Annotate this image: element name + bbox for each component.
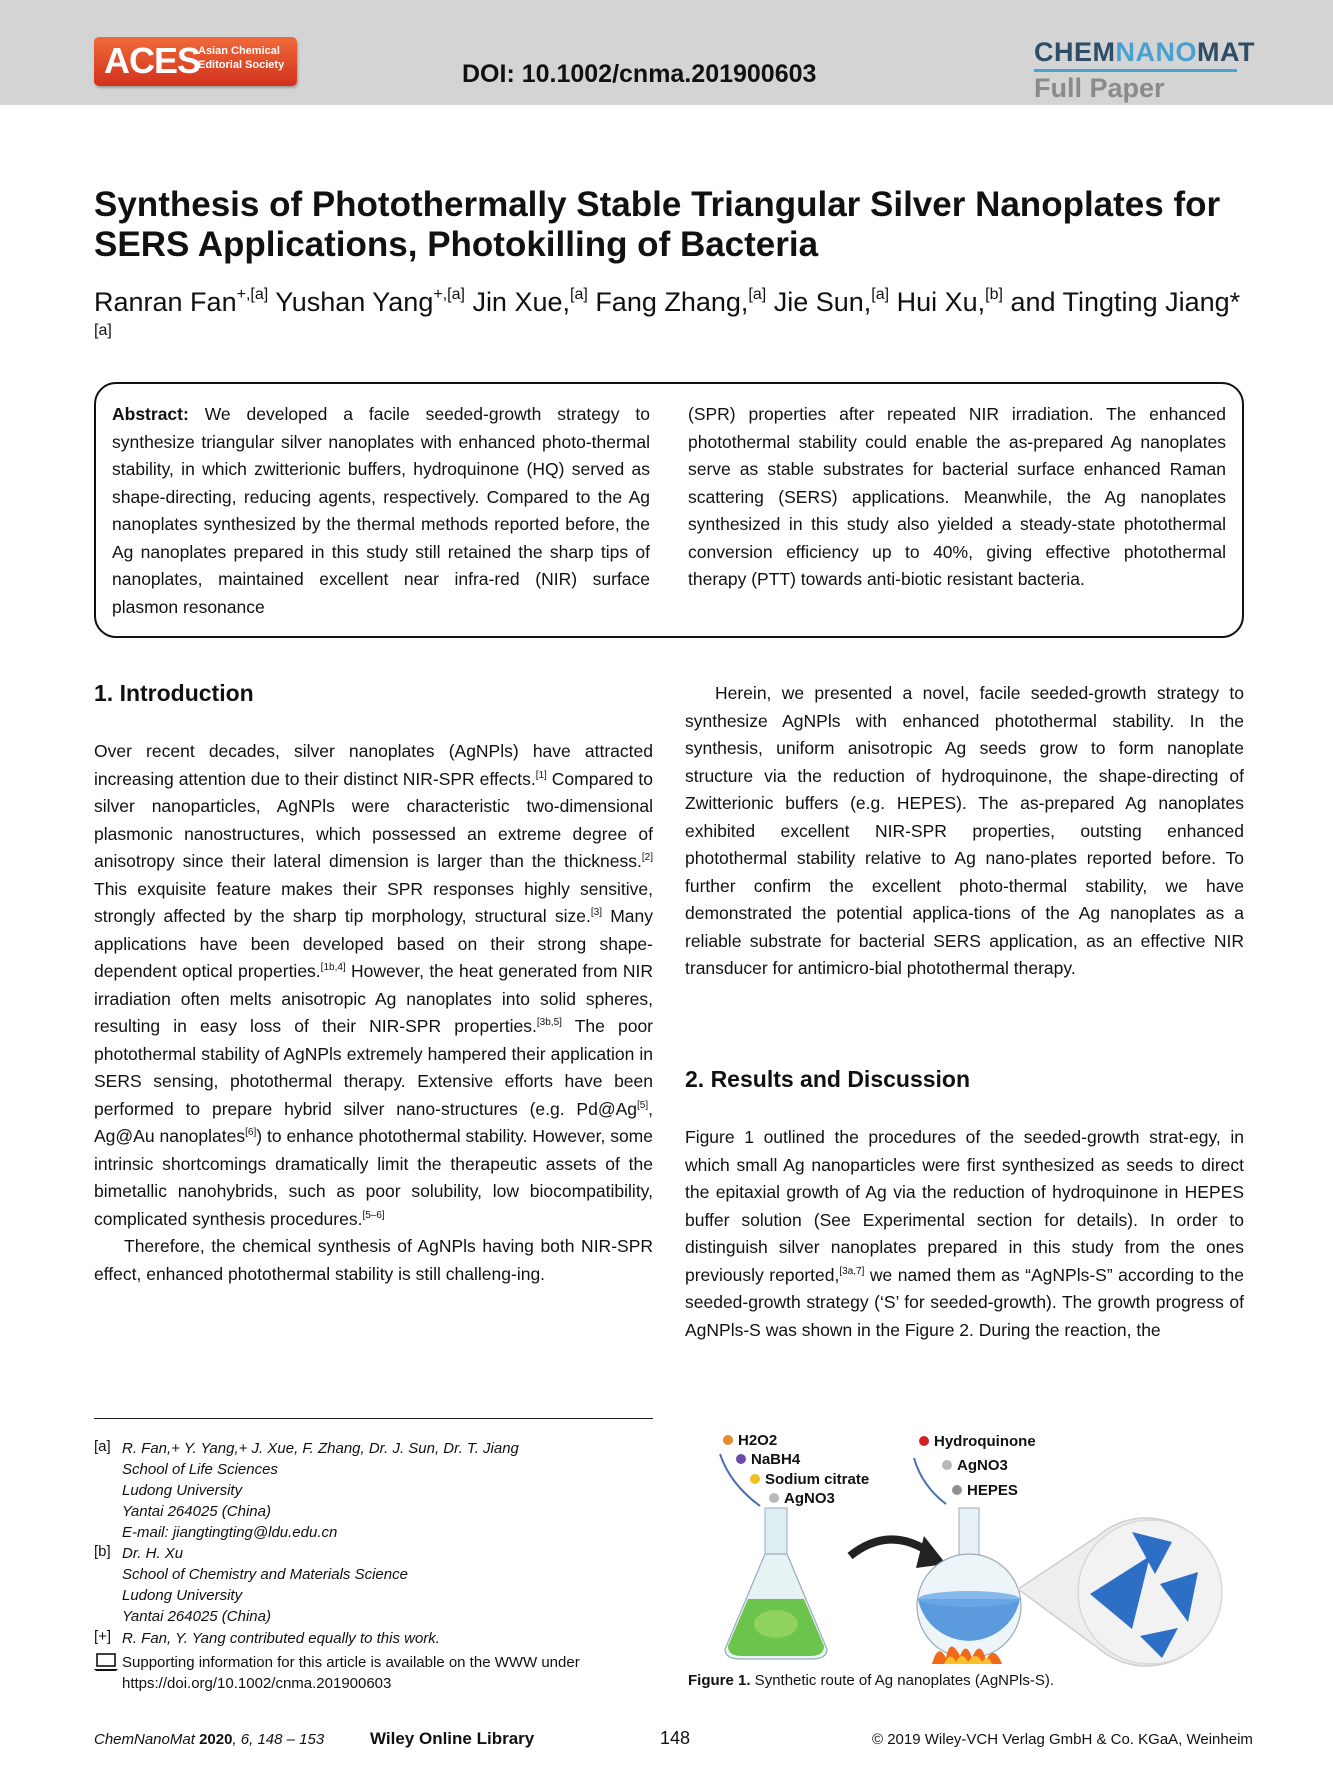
supporting-info-url[interactable]: https://doi.org/10.1002/cnma.201900603: [122, 1675, 392, 1692]
author-name: Hui Xu,: [896, 287, 986, 317]
hepes-label: HEPES: [967, 1482, 1018, 1499]
intro-paragraph-2: Therefore, the chemical synthesis of AgNPls having both NIR-SPR effect, enhanced photothermal stability is still challeng-ing.: [94, 1236, 653, 1284]
intro-left-column: [94, 738, 653, 1288]
agno3-dot-right: [942, 1460, 952, 1470]
footnote-tag: [b]: [94, 1543, 111, 1560]
footnote-line: School of Chemistry and Materials Science: [122, 1566, 408, 1583]
supporting-info-text: Supporting information for this article is available on the WWW under: [122, 1654, 580, 1671]
footer-citation: [94, 1731, 324, 1748]
h2o2-label: H2O2: [738, 1432, 778, 1449]
footnote-tag: [a]: [94, 1438, 111, 1455]
hepes-dot: [952, 1485, 962, 1495]
journal-part2: NANO: [1115, 37, 1197, 67]
text-run: we named them as “AgNPls-S” according to the seeded-growth strategy (‘S’ for seeded-growth). The growth progress of AgNPls-S was shown in the Figure 2. During the reaction, the: [685, 1264, 1244, 1340]
supporting-info: [94, 1652, 654, 1694]
author-affil: [a]: [748, 286, 767, 303]
citation-ref[interactable]: [3]: [590, 907, 602, 918]
footer-journal: ChemNanoMat: [94, 1731, 195, 1748]
results-paragraph: [685, 1124, 1244, 1344]
figure-1-scheme: [700, 1424, 1240, 1684]
figure-caption: [688, 1672, 1054, 1689]
hydroquinone-dot: [919, 1436, 929, 1446]
right-add-arrow: [914, 1458, 946, 1504]
citation-ref[interactable]: [3b,5]: [536, 1017, 562, 1028]
abstract-left-column: [112, 401, 650, 621]
email-link[interactable]: E-mail: jiangtingting@ldu.edu.cn: [122, 1524, 338, 1541]
intro-paragraph-1: [94, 738, 653, 1233]
footnote-plus: [94, 1628, 654, 1649]
author-affil: [a]: [570, 286, 588, 303]
author-name: Yushan Yang: [275, 287, 434, 317]
citation-ref[interactable]: [5]: [637, 1099, 649, 1111]
author-affil: +,[a]: [236, 286, 269, 303]
text-run: Compared to silver nanoparticles, AgNPls were characteristic two-dimensional plasmonic nanostructures, which possessed an extreme degree of anisotropy since their lateral dimension is larger than the thickness.: [94, 768, 653, 871]
copyright-notice: © 2019 Wiley-VCH Verlag GmbH & Co. KGaA, Weinheim: [872, 1731, 1253, 1748]
journal-underline: [1034, 69, 1237, 72]
results-heading: 2. Results and Discussion: [685, 1066, 971, 1092]
text-run: ) to enhance photothermal stability. However, some intrinsic shortcomings dramatically limit the therapeutic assets of the bimetallic nanohybrids, such as poor solubility, low biocompatibility, complicated synthesis procedures.: [94, 1126, 653, 1229]
footnote-line: Yantai 264025 (China): [122, 1503, 271, 1520]
paper-type: Full Paper: [1034, 73, 1165, 103]
footer-volume-pages: , 6, 148 – 153: [232, 1731, 325, 1748]
footnote-b-body: [122, 1543, 408, 1627]
citation-ref[interactable]: [2]: [641, 852, 653, 863]
aces-logo: [94, 37, 297, 86]
doi-link[interactable]: DOI: 10.1002/cnma.201900603: [462, 60, 817, 88]
green-flask: [725, 1508, 827, 1659]
author-affil: [a]: [871, 286, 890, 303]
footnote-line: R. Fan, Y. Yang contributed equally to this work.: [122, 1630, 440, 1647]
citrate-dot: [750, 1474, 760, 1484]
journal-part3: MAT: [1197, 37, 1255, 67]
footnote-b: [94, 1543, 654, 1627]
author-affil: +,[a]: [433, 286, 465, 303]
citation-ref[interactable]: [5–6]: [362, 1209, 385, 1221]
footnote-line: Ludong University: [122, 1482, 243, 1499]
supporting-info-body: [122, 1652, 654, 1694]
nabh4-dot: [736, 1454, 746, 1464]
footnote-line: School of Life Sciences: [122, 1461, 278, 1478]
author-name: Ranran Fan: [94, 287, 237, 317]
footnote-tag: [+]: [94, 1628, 112, 1645]
footnotes: [94, 1438, 654, 1694]
author-list: [94, 284, 1254, 356]
text-run: Many applications have been developed based on their strong shape-dependent optical properties.: [94, 906, 653, 981]
intro-paragraph-3: Herein, we presented a novel, facile seeded-growth strategy to synthesize AgNPls with enhanced photothermal stability. In the synthesis, uniform anisotropic Ag seeds grow to form nanoplate structure via the reduction of hydroquinone, the shape-directing of Zwitterionic buffers (e.g. HEPES). The as-prepared Ag nanoplates exhibited excellent NIR-SPR properties, outsting enhanced photothermal stability relative to Ag nano-plates reported before. To further confirm the excellent photo-thermal stability, we have demonstrated the potential applica-tions of the Ag nanoplates as a reliable substrate for bacterial SERS application, as an effective NIR transducer for antimicro-bial photothermal therapy.: [685, 683, 1244, 978]
author-affil: [b]: [985, 286, 1003, 303]
agno3-dot: [769, 1493, 779, 1503]
author-name: and Tingting Jiang*: [1010, 287, 1241, 317]
footnote-rule: [94, 1418, 653, 1419]
hydroquinone-label: Hydroquinone: [934, 1433, 1036, 1450]
author-affil: [a]: [94, 322, 112, 339]
article-title: Synthesis of Photothermally Stable Triangular Silver Nanoplates for SERS Applications, Photokilling of Bacteria: [94, 185, 1221, 264]
text-run: , Ag@Au nanoplates: [94, 1098, 653, 1146]
abstract-right-column: (SPR) properties after repeated NIR irradiation. The enhanced photothermal stability could enable the as-prepared Ag nanoplates serve as stable substrates for bacterial surface enhanced Raman scattering (SERS) applications. Meanwhile, the Ag nanoplates synthesized in this study also yielded a steady-state photothermal conversion efficiency up to 40%, giving effective photothermal therapy (PTT) towards anti-biotic resistant bacteria.: [688, 404, 1226, 589]
author-name: Jie Sun,: [773, 287, 872, 317]
figure-caption-text: Synthetic route of Ag nanoplates (AgNPls-S).: [750, 1672, 1055, 1689]
citation-ref[interactable]: [1]: [535, 769, 547, 781]
footnote-a: [94, 1438, 654, 1543]
author-name: Jin Xue,: [472, 287, 570, 317]
agno3-label: AgNO3: [784, 1490, 835, 1507]
abstract-label: Abstract:: [112, 404, 189, 424]
logo-main-text: ACES: [104, 40, 201, 81]
citation-ref[interactable]: [3a,7]: [839, 1265, 865, 1277]
right-reagent-labels: [914, 1433, 1036, 1504]
footnote-line: Yantai 264025 (China): [122, 1608, 271, 1625]
agno3-label-right: AgNO3: [957, 1457, 1008, 1474]
intro-heading: 1. Introduction: [94, 680, 254, 706]
wiley-online-library-link[interactable]: Wiley Online Library: [370, 1729, 535, 1748]
left-reagent-labels: [720, 1432, 869, 1507]
citation-ref[interactable]: [6]: [245, 1127, 257, 1138]
page-number: 148: [660, 1728, 691, 1748]
figure-caption-label: Figure 1.: [688, 1672, 751, 1689]
footnote-line: Dr. H. Xu: [122, 1545, 184, 1562]
text-run: However, the heat generated from NIR irradiation often melts anisotropic Ag nanoplates into solid spheres, resulting in easy loss of their NIR-SPR properties.: [94, 961, 654, 1036]
footnote-line: R. Fan,+ Y. Yang,+ J. Xue, F. Zhang, Dr. J. Sun, Dr. T. Jiang: [122, 1440, 519, 1457]
journal-part1: CHEM: [1034, 37, 1116, 67]
citrate-label: Sodium citrate: [765, 1471, 870, 1488]
abstract-text-left: We developed a facile seeded-growth strategy to synthesize triangular silver nanoplates with enhanced photo-thermal stability, in which zwitterionic buffers, hydroquinone (HQ) served as shape-directing, reducing agents, respectively. Compared to the Ag nanoplates synthesized by the thermal methods reported before, the Ag nanoplates prepared in this study still retained the sharp tips of nanoplates, maintained excellent near infra-red (NIR) surface plasmon resonance: [112, 404, 650, 617]
text-run: The poor photothermal stability of AgNPls extremely hampered their application in SERS sensing, photothermal therapy. Extensive efforts have been performed to prepare hybrid silver nano-structures (e.g. Pd@Ag: [94, 1016, 654, 1119]
nabh4-label: NaBH4: [751, 1451, 801, 1468]
text-run: Figure 1 outlined the procedures of the seeded-growth strat-egy, in which small Ag nanoparticles were first synthesized as seeds to direct the epitaxial growth of Ag via the reduction of hydroquinone in HEPES buffer solution (See Experimental section for details). In order to distinguish silver nanoplates prepared in this study from the ones previously reported,: [685, 1127, 1244, 1285]
round-flask: [917, 1508, 1021, 1658]
logo-sub-text: Asian Chemical Editorial Society: [198, 45, 285, 71]
footnote-a-body: [122, 1438, 519, 1543]
footer-year: 2020: [199, 1731, 233, 1748]
journal-logo: [1034, 37, 1255, 68]
laptop-icon: [94, 1652, 122, 1694]
h2o2-dot: [723, 1435, 733, 1445]
author-name: Fang Zhang,: [595, 287, 749, 317]
text-run: This exquisite feature makes their SPR responses highly sensitive, strongly affected by the sharp tip morphology, structural size.: [94, 878, 653, 926]
citation-ref[interactable]: [1b,4]: [320, 962, 346, 973]
text-run: Over recent decades, silver nanoplates (AgNPls) have attracted increasing attention due to their distinct NIR-SPR effects.: [94, 741, 653, 789]
footnote-line: Ludong University: [122, 1587, 243, 1604]
